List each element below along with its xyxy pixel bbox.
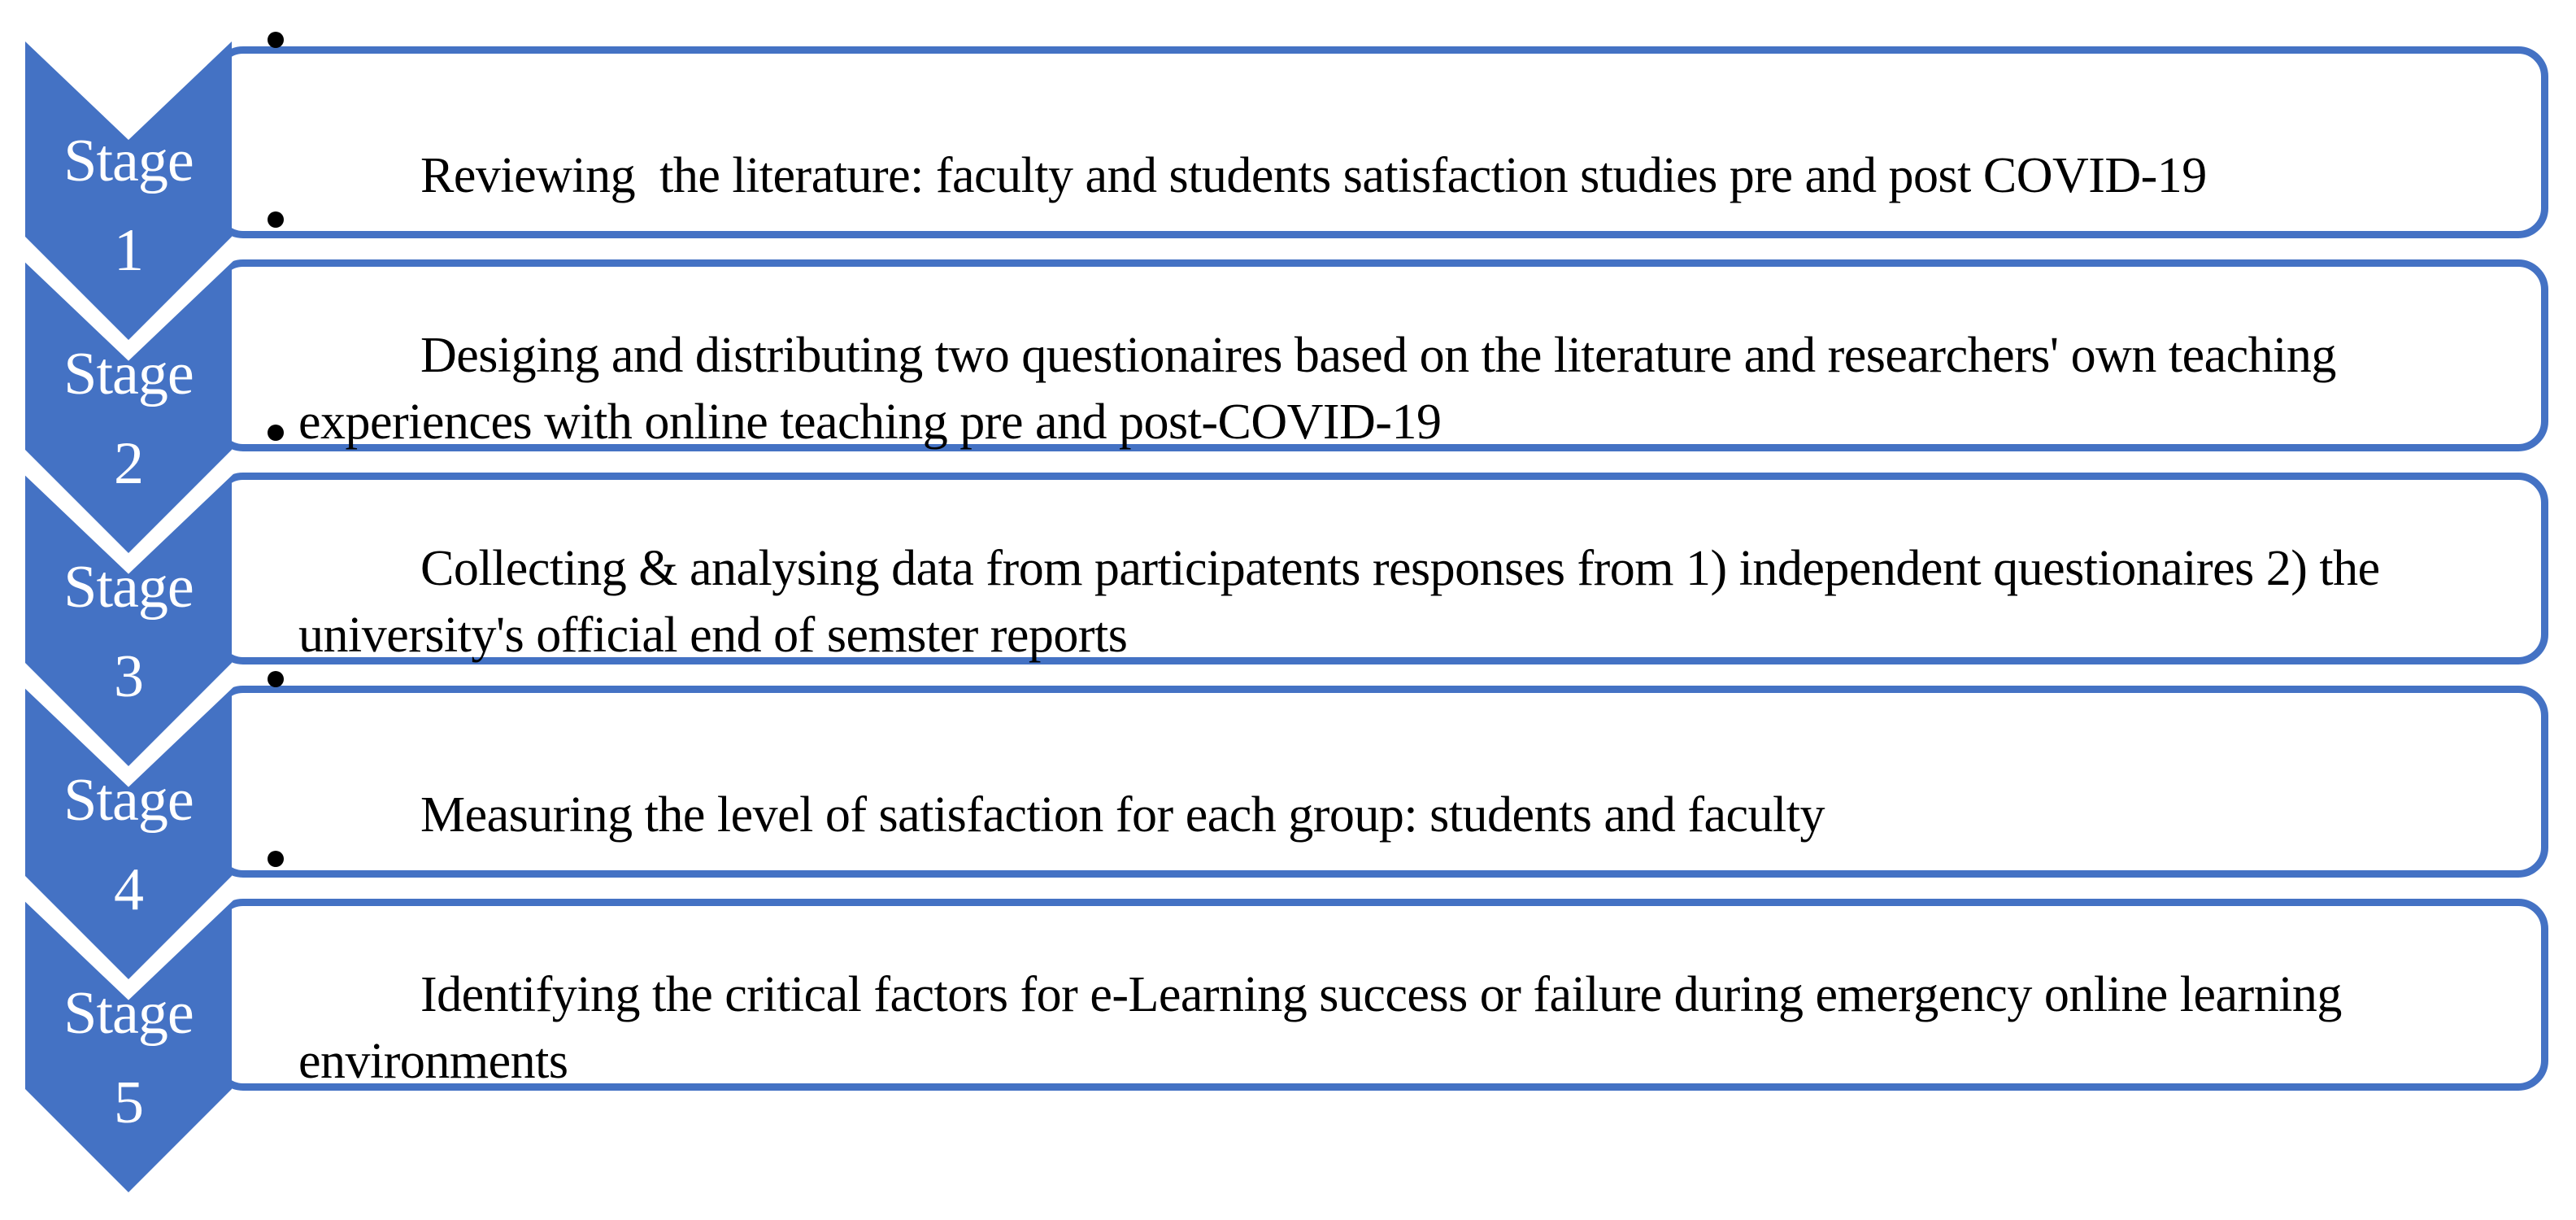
stage-label-text: Stage: [63, 128, 194, 194]
stage-3-description: Collecting & analysing data from participatents responses from 1) independent questionaires 2) the university's official end of semster reports: [298, 541, 2392, 663]
stage-number: 3: [114, 643, 143, 710]
bullet-icon: [268, 425, 284, 441]
stage-number: 5: [114, 1070, 143, 1136]
stage-number: 1: [114, 217, 143, 284]
stage-label-text: Stage: [63, 767, 194, 834]
stage-5: [0, 894, 2576, 1192]
stage-5-label: [25, 969, 232, 1148]
stage-4-description: Measuring the level of satisfaction for each group: students and faculty: [420, 787, 1825, 843]
stage-1-description: Reviewing the literature: faculty and students satisfaction studies pre and post COVID-19: [420, 148, 2207, 203]
bullet-icon: [268, 32, 284, 48]
stage-number: 2: [114, 430, 143, 497]
stage-label-text: Stage: [63, 341, 194, 407]
stage-5-description-box: [213, 899, 2548, 1091]
bullet-icon: [268, 211, 284, 228]
stage-number: 4: [114, 856, 143, 923]
stage-5-chevron: [25, 894, 232, 1192]
stage-label-text: Stage: [63, 554, 194, 621]
stage-5-description: Identifying the critical factors for e-Learning success or failure during emergency online learning environments: [298, 967, 2354, 1089]
stage-3-description-box: [213, 473, 2548, 664]
stage-2-description: Desiging and distributing two questionaires based on the literature and researchers' own teaching experiences with online teaching pre and post-COVID-19: [298, 328, 2348, 450]
stage-label-text: Stage: [63, 980, 194, 1047]
stage-5-bullet-item: [268, 828, 2429, 1161]
bullet-icon: [268, 671, 284, 687]
bullet-icon: [268, 851, 284, 867]
